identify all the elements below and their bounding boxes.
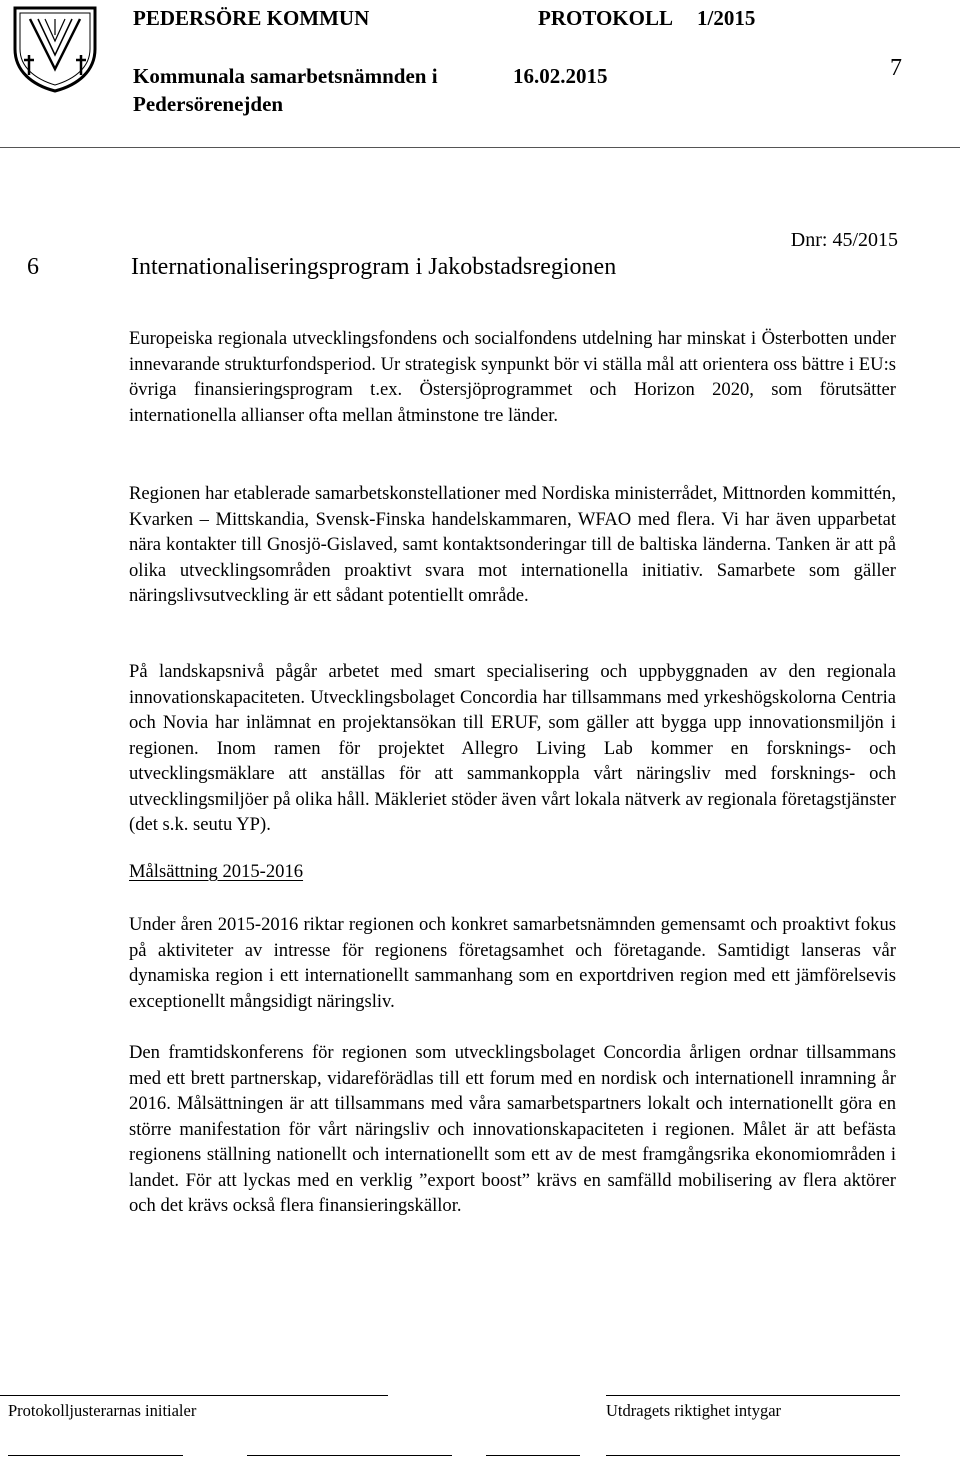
municipality-coat-of-arms <box>12 5 98 93</box>
section-number: 6 <box>27 254 39 280</box>
initials-signature-line-2 <box>247 1455 452 1456</box>
committee-name-line2: Pedersörenejden <box>133 92 284 116</box>
document-number: 1/2015 <box>697 6 756 30</box>
extract-signature-line <box>606 1455 900 1456</box>
initials-signature-line-1 <box>8 1455 183 1456</box>
page-number: 7 <box>890 55 902 81</box>
paragraph-funding: Europeiska regionala utvecklingsfondens och socialfondens utdelning har minskat i Österbotten under innevarande strukturfondsperiod. Ur strategisk synpunkt bör vi ställa mål att orientera oss bättre i EU:s övriga finansieringsprogram t.ex. Östersjöprogrammet och Horizon 2020, som förutsätter internationella allianser ofta mellan åtminstone tre länder. <box>129 328 896 426</box>
footer-rule-right <box>606 1395 900 1396</box>
header-divider <box>0 147 960 148</box>
paragraph-goals: Under åren 2015-2016 riktar regionen och konkret samarbetsnämnden gemensamt och proaktivt fokus på aktiviteter av intresse för regionens företagsamhet och företagande. Samtidigt lanseras vår dynamiska region i ett internationellt sammanhang som en exportdriven region med ett jämförelsevis exceptionellt mångsidigt näringsliv. <box>129 914 896 1012</box>
diary-number: Dnr: 45/2015 <box>790 229 898 251</box>
paragraph-innovation: På landskapsnivå pågår arbetet med smart specialisering och uppbyggnaden av den regionala innovationskapaciteten. Utvecklingsbolaget Concordia har tillsammans med yrkeshögskolorna Centria och Novia har inlämnat en projektansökan till ERUF, som gäller att bygga upp innovationsmiljön i regionen. Inom ramen för projektet Allegro Living Lab kommer en forsknings- och utvecklingsmäklare att anställas för att sammankoppla vårt näringsliv med forsknings- och utvecklingsmiljöer på olika håll. Mäkleriet stöder även vårt lokala nätverk av regionala företagstjänster (det s.k. seutu YP). <box>129 661 896 835</box>
municipality-name: PEDERSÖRE KOMMUN <box>133 6 370 30</box>
document-type: PROTOKOLL <box>538 6 673 30</box>
meeting-date: 16.02.2015 <box>513 64 608 88</box>
footer-rule-left <box>0 1395 388 1396</box>
paragraph-conference: Den framtidskonferens för regionen som utvecklingsbolaget Concordia årligen ordnar tillsammans med ett brett partnerskap, vidareförädlas till ett forum med en nordisk och internationell inramning år 2016. Målsättningen är att tillsammans med våra samarbetspartners lokalt och internationellt göra en större manifestation för vårt näringsliv och innovationskapaciteten i regionen. Målet är att befästa regionens ställning nationellt och internationellt som ett av de mest framgångsrika ekonomiområden i landet. För att lyckas med en verklig ”export boost” krävs en samfälld mobilisering av flera aktörer och det krävs också flera finansieringskällor. <box>129 1042 896 1216</box>
initials-signature-line-3 <box>486 1455 580 1456</box>
paragraph-cooperation: Regionen har etablerade samarbetskonstellationer med Nordiska ministerrådet, Mittnorden kommittén, Kvarken – Mittskandia, Svensk-Finska handelskammaren, WFAO med flera. Vi har även upparbetat nära kontakter till Gnosjö-Gislaved, samt kontaktsonderingar till de baltiska länderna. Tanken är att på olika utvecklingsområden proaktivt svara mot internationella initiativ. Samarbete som gäller näringslivsutveckling är ett sådant potentiellt område. <box>129 483 896 606</box>
initials-label: Protokolljusterarnas initialer <box>8 1401 197 1420</box>
section-title: Internationaliseringsprogram i Jakobstadsregionen <box>131 254 617 280</box>
committee-name-line1: Kommunala samarbetsnämnden i <box>133 64 438 88</box>
extract-label: Utdragets riktighet intygar <box>606 1401 782 1420</box>
goals-subheading: Målsättning 2015-2016 <box>129 861 304 882</box>
